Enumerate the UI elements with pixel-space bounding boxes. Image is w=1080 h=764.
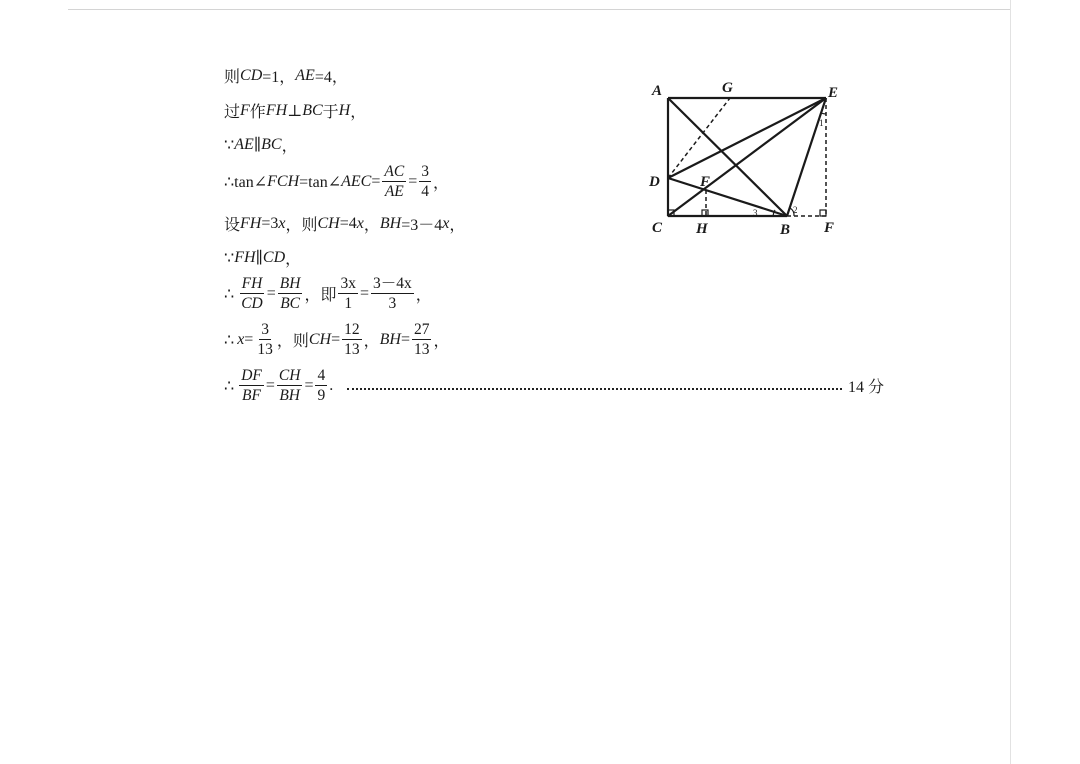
therefore-symbol: ∴ [224, 331, 235, 349]
step-5 [224, 212, 465, 235]
denominator: 1 [344, 295, 353, 312]
perp-symbol: ⊥ [287, 102, 303, 120]
text: ， [415, 287, 432, 304]
var: CH [308, 330, 332, 348]
angle-label-2: 2 [793, 205, 798, 215]
text: =1， [262, 69, 296, 86]
fraction [419, 162, 431, 201]
text: 作 [249, 104, 266, 121]
text: . [329, 376, 334, 394]
label-C: C [652, 220, 663, 236]
denominator: 13 [257, 341, 273, 358]
text: = [331, 330, 341, 348]
numerator: FH [241, 275, 263, 292]
text: 设 [224, 217, 241, 234]
therefore-symbol: ∴ [224, 377, 235, 395]
denominator: BC [280, 295, 300, 312]
right-angle-F [820, 210, 826, 216]
var: BH [379, 330, 401, 348]
denominator: 3 [388, 295, 397, 312]
text: ，则 [276, 333, 309, 350]
fraction [277, 366, 303, 405]
var: AEC [341, 172, 372, 190]
denominator: CD [241, 295, 263, 312]
text: 于 [322, 104, 339, 121]
numerator: 12 [344, 321, 360, 338]
text: = [265, 376, 275, 394]
denominator: BF [242, 387, 261, 404]
text: 过 [224, 104, 241, 121]
because-symbol: ∵ [224, 249, 235, 267]
step-4 [224, 162, 449, 201]
fraction [371, 274, 414, 313]
denominator: 4 [421, 183, 429, 200]
label-H: H [696, 221, 708, 237]
var: x [278, 214, 286, 232]
numerator: 27 [413, 321, 430, 338]
label-F-outer: F [824, 220, 835, 236]
text: ， [363, 333, 380, 350]
text: ，即 [304, 287, 337, 304]
text: = [371, 172, 381, 190]
text: = [304, 376, 314, 394]
segment-DE [668, 98, 826, 178]
step-9 [224, 366, 884, 405]
text: = [400, 330, 410, 348]
var: FH [265, 101, 288, 119]
text: ， [433, 333, 450, 350]
label-B: B [780, 222, 791, 238]
text: ， [432, 175, 449, 192]
right-border [1010, 0, 1011, 764]
numerator: DF [241, 367, 262, 384]
fraction [412, 320, 432, 359]
numerator: 3－4x [372, 275, 412, 292]
var: CD [262, 248, 286, 266]
text: ， [281, 138, 298, 155]
denominator: 13 [344, 341, 360, 358]
var: FH [234, 248, 256, 266]
var: F [240, 101, 250, 119]
top-border [68, 9, 1010, 10]
var: CH [317, 214, 340, 232]
angle-label-1: 1 [819, 118, 824, 128]
because-symbol: ∵ [224, 136, 235, 154]
step-7 [224, 274, 432, 313]
numerator: 3 [421, 163, 429, 180]
fraction [239, 274, 265, 313]
label-F-inner: F [700, 174, 711, 190]
segment-CE [668, 98, 826, 216]
text: = [408, 172, 418, 190]
fraction [278, 274, 303, 313]
denominator: 13 [413, 341, 430, 358]
fraction [315, 366, 327, 405]
text: =3 [261, 214, 279, 232]
text: =tan∠ [299, 173, 342, 191]
numerator: CH [278, 367, 301, 384]
var: BH [379, 214, 402, 232]
denominator: 9 [317, 387, 326, 404]
numerator: AC [384, 163, 405, 180]
parallel-symbol: ∥ [255, 249, 263, 267]
label-D: D [649, 174, 660, 190]
var: CD [240, 66, 263, 84]
text: =3－4 [401, 217, 443, 234]
segment-DG [668, 98, 730, 178]
var: H [338, 101, 351, 119]
numerator: 3 [261, 321, 269, 338]
text: = [359, 284, 369, 302]
var: FH [240, 214, 262, 232]
label-A: A [652, 83, 663, 99]
text: ， [350, 104, 367, 121]
denominator: AE [384, 183, 404, 200]
score-label: 14 分 [847, 379, 884, 396]
var: BC [302, 101, 323, 119]
step-3 [224, 133, 298, 156]
segment-AB [668, 98, 787, 216]
text: ∴tan∠ [224, 173, 268, 191]
fraction [338, 274, 358, 313]
dotted-leader [347, 382, 842, 390]
label-G: G [722, 80, 733, 96]
therefore-symbol: ∴ [224, 285, 235, 303]
step-8 [224, 320, 450, 359]
numerator: 3x [340, 275, 356, 292]
var: x [237, 330, 245, 348]
fraction [255, 320, 275, 359]
label-E: E [828, 85, 839, 101]
angle-label-3: 3 [753, 208, 758, 218]
geometry-figure [640, 74, 850, 244]
numerator: BH [279, 275, 301, 292]
var: AE [234, 135, 254, 153]
var: BC [261, 135, 282, 153]
step-2 [224, 99, 366, 122]
text: ， [449, 217, 466, 234]
text: = [266, 284, 276, 302]
denominator: BH [279, 387, 300, 404]
fraction [382, 162, 406, 201]
var: x [442, 214, 450, 232]
var: x [356, 214, 364, 232]
numerator: 4 [317, 367, 326, 384]
text: ， [285, 251, 302, 268]
var: FCH [267, 172, 300, 190]
step-6 [224, 246, 301, 269]
text: =4 [339, 214, 357, 232]
text: =4， [314, 69, 348, 86]
fraction [342, 320, 362, 359]
text: = [244, 330, 254, 348]
fraction [239, 366, 264, 405]
var: AE [295, 66, 315, 84]
text: ， [363, 217, 380, 234]
text: 则 [224, 69, 241, 86]
parallel-symbol: ∥ [253, 136, 262, 154]
step-1 [224, 64, 348, 87]
text: ，则 [285, 217, 318, 234]
